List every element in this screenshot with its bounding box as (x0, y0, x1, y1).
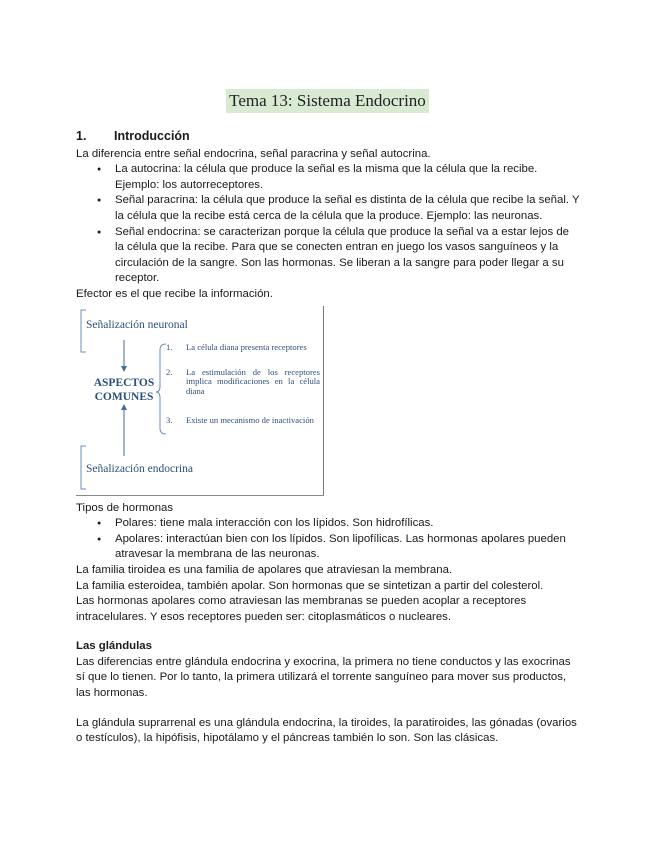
center-label (88, 376, 160, 404)
spacer (76, 702, 581, 716)
efector-paragraph: Efector es el que recibe la información. (76, 287, 273, 300)
paragraph: La familia tiroidea es una familia de apolares que atraviesan la membrana. (76, 563, 453, 576)
arrow-up-head (121, 404, 127, 410)
figure-border-right (323, 306, 324, 496)
item-number: 1. (166, 341, 173, 352)
hormone-types-heading: Tipos de hormonas (76, 501, 174, 514)
center-label-line-2: COMUNES (94, 390, 154, 403)
top-label: Señalización neuronal (86, 318, 188, 331)
center-label-line-1: ASPECTOS (93, 376, 155, 389)
item-number: 2. (166, 366, 173, 377)
paragraph: Las diferencias entre glándula endocrina y exocrina, la primera no tiene conductos y las exocrinas sí que lo tienen. Por lo tanto, la primera utilizará el torrente sanguíneo para mover sus productos, las hormonas. (76, 655, 571, 700)
paragraph: La familia esteroidea, también apolar. Son hormonas que se sintetizan a partir del colesterol. (76, 579, 544, 592)
paragraph: Las hormonas apolares como atraviesan las membranas se pueden acoplar a receptores intracelulares. Y esos receptores pueden ser: citoplasmáticos o nucleares. (76, 595, 527, 623)
list-item: ● La autocrina: la célula que produce la señal es la misma que la célula que la recibe. Ejemplo: los autorreceptores. (115, 162, 581, 193)
signal-types-list (76, 162, 581, 287)
list-item: ● Apolares: interactúan bien con los lípidos. Son lipofílicas. Las hormonas apolares pueden atravesar la membrana de las neuronas. (115, 532, 581, 563)
spacer (76, 625, 581, 639)
section-title: Introducción (114, 129, 190, 143)
item-text: Existe un mecanismo de inactivación (186, 414, 314, 425)
list-item: ● Señal paracrina: la célula que produce la señal es distinta de la célula que recibe la señal. Y la célula que la recibe está cerca de la célula que la produce. Ejemplo: las neuronas. (115, 193, 581, 224)
section-heading (76, 129, 581, 145)
intro-paragraph: La diferencia entre señal endocrina, señal paracrina y señal autocrina. (76, 147, 431, 160)
signaling-diagram (76, 306, 324, 496)
item-text: La estimulación de los receptores implica modificaciones en la célula diana (186, 366, 320, 396)
list-item: ● Polares: tiene mala interacción con los lípidos. Son hidrofílicas. (115, 516, 581, 532)
hormone-types-list (76, 516, 581, 563)
figure-border-bottom (76, 495, 324, 496)
item-text: La célula diana presenta receptores (186, 341, 307, 352)
document-body (76, 129, 581, 747)
list-item: ● Señal endocrina: se caracterizan porque la célula que produce la señal va a estar lejos de la célula que la recibe. Para que se conecten entran en juego los vasos sanguíneos y la circulación de la sangre. Son las hormonas. Se liberan a la sangre para poder llegar a su receptor. (115, 225, 581, 287)
item-number: 3. (166, 414, 173, 425)
list-item (166, 343, 320, 353)
arrow-down-head (121, 366, 127, 372)
section-number: 1. (76, 129, 87, 143)
list-item (166, 368, 320, 397)
glands-heading: Las glándulas (76, 640, 152, 653)
title-container (0, 89, 655, 113)
bottom-label: Señalización endocrina (86, 462, 193, 475)
paragraph: La glándula suprarrenal es una glándula endocrina, la tiroides, la paratiroides, las gónadas (ovarios o testículos), la hipófisis, hipotálamo y el páncreas también lo son. Son las clásicas. (76, 716, 577, 745)
list-item (166, 416, 320, 426)
page-title: Tema 13: Sistema Endocrino (226, 89, 429, 113)
